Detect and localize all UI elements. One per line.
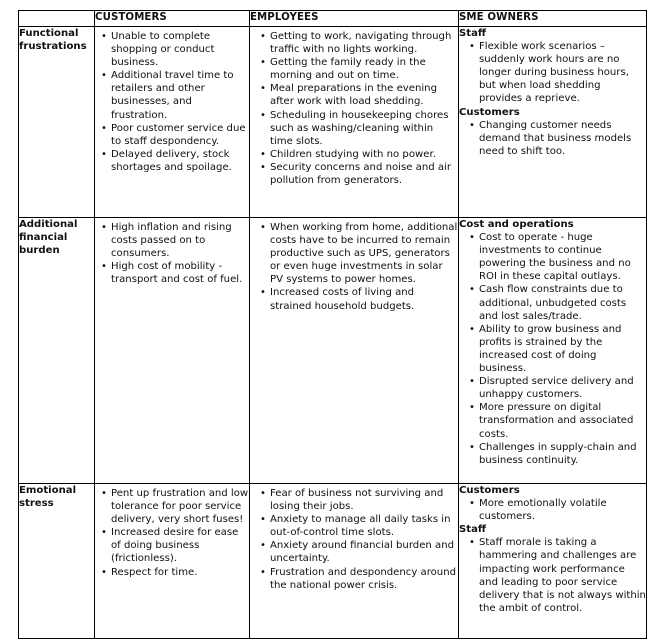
list-item: • Meal preparations in the evening after work with load shedding. (254, 82, 458, 108)
list-item: • High inflation and rising costs passed on to consumers. (95, 221, 249, 260)
list-item: • Cash flow constraints due to additional, unbudgeted costs and lost sales/trade. (463, 283, 646, 322)
header-customers: CUSTOMERS (95, 11, 250, 27)
customers-cell (95, 27, 250, 218)
list-item: • Anxiety around financial burden and uncertainty. (254, 539, 458, 565)
list-item: • Fear of business not surviving and losing their jobs. (254, 487, 458, 513)
list-item: • Scheduling in housekeeping chores such as washing/cleaning within time slots. (254, 109, 458, 148)
sub-heading: Customers (459, 106, 520, 118)
list-item: • Increased desire for ease of doing business (frictionless). (95, 526, 249, 565)
bullet-list (95, 27, 249, 174)
row-functional-frustrations (19, 27, 647, 218)
list-item: • When working from home, additional costs have to be incurred to remain productive such as UPS, generators or even huge investments in solar PV systems to power homes. (254, 221, 458, 286)
bullet-list (459, 40, 646, 105)
list-item: • Getting to work, navigating through traffic with no lights working. (254, 30, 458, 56)
row-label: Functional frustrations (19, 27, 95, 218)
customers-cell (95, 484, 250, 639)
employees-cell (250, 484, 459, 639)
customers-cell (95, 218, 250, 484)
list-item: • Staff morale is taking a hammering and challenges are impacting work performance and leading to poor service delivery that is not always within the ambit of control. (463, 536, 646, 615)
list-item: • Anxiety to manage all daily tasks in out-of-control time slots. (254, 513, 458, 539)
list-item: • Cost to operate - huge investments to continue powering the business and no ROI in these capital outlays. (463, 231, 646, 283)
sub-heading: Customers (459, 485, 520, 496)
bullet-list (459, 536, 646, 615)
list-item: • Pent up frustration and low tolerance for poor service delivery, very short fuses! (95, 487, 249, 526)
list-item: • Poor customer service due to staff despondency. (95, 122, 249, 148)
employees-cell (250, 27, 459, 218)
bullet-list (95, 218, 249, 286)
row-additional-financial-burden (19, 218, 647, 484)
list-item: • Delayed delivery, stock shortages and spoilage. (95, 148, 249, 174)
row-label: Additional financial burden (19, 218, 95, 484)
sme-owners-cell (459, 27, 647, 218)
bullet-list (250, 218, 458, 313)
corner-header (19, 11, 95, 27)
row-emotional-stress (19, 484, 647, 639)
list-item: • Security concerns and noise and air pollution from generators. (254, 161, 458, 187)
bullet-list (459, 119, 646, 158)
sub-heading: Staff (459, 524, 487, 536)
list-item: • Additional travel time to retailers and other businesses, and frustration. (95, 69, 249, 121)
list-item: • Getting the family ready in the morning and out on time. (254, 56, 458, 82)
list-item: • Increased costs of living and strained household budgets. (254, 286, 458, 312)
sub-heading: Cost and operations (459, 219, 574, 230)
list-item: • Disrupted service delivery and unhappy customers. (463, 375, 646, 401)
row-label: Emotional stress (19, 484, 95, 639)
bullet-list (459, 231, 646, 467)
employees-cell (250, 218, 459, 484)
list-item: • Children studying with no power. (254, 148, 458, 161)
list-item: • Respect for time. (95, 566, 249, 579)
header-row (19, 11, 647, 27)
impact-table (18, 10, 647, 639)
bullet-list (459, 497, 646, 523)
header-sme-owners: SME OWNERS (459, 11, 647, 27)
sme-owners-cell (459, 218, 647, 484)
bullet-list (95, 484, 249, 579)
bullet-list (250, 484, 458, 592)
sme-owners-cell (459, 484, 647, 639)
list-item: • Frustration and despondency around the national power crisis. (254, 566, 458, 592)
list-item: • Flexible work scenarios – suddenly work hours are no longer during business hours, but when load shedding provides a reprieve. (463, 40, 646, 105)
list-item: • Unable to complete shopping or conduct business. (95, 30, 249, 69)
list-item: • Challenges in supply-chain and business continuity. (463, 441, 646, 467)
sub-heading: Staff (459, 28, 487, 39)
list-item: • More emotionally volatile customers. (463, 497, 646, 523)
list-item: • Changing customer needs demand that business models need to shift too. (463, 119, 646, 158)
list-item: • High cost of mobility - transport and cost of fuel. (95, 260, 249, 286)
list-item: • Ability to grow business and profits is strained by the increased cost of doing business. (463, 323, 646, 375)
header-employees: EMPLOYEES (250, 11, 459, 27)
list-item: • More pressure on digital transformation and associated costs. (463, 401, 646, 440)
bullet-list (250, 27, 458, 187)
